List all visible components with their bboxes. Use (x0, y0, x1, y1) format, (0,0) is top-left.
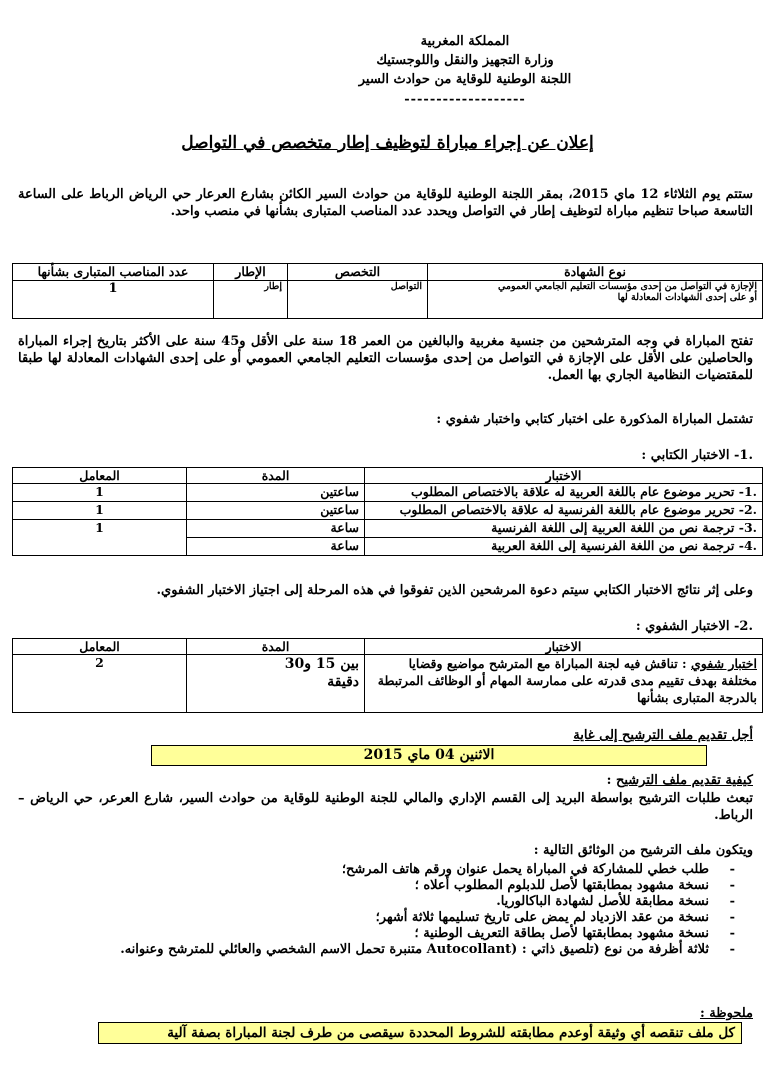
oral-test-label: اختبار شفوي (691, 656, 757, 671)
count-cell: 1 (13, 281, 214, 319)
col-duration: المدة (187, 639, 365, 655)
col-specialty: التخصص (288, 264, 428, 281)
diploma-line-2: أو على إحدى الشهادات المعادلة لها (617, 292, 757, 303)
test-cell: .3- ترجمة نص من اللغة العربية إلى اللغة الفرنسية (365, 520, 763, 538)
deadline-label: أجل تقديم ملف الترشيح إلى غاية (573, 728, 753, 743)
coef-cell: 1 (13, 484, 187, 502)
coef-cell: 1 (13, 502, 187, 520)
note-label: ملحوظة : (699, 1006, 753, 1021)
col-count: عدد المناصب المتبارى بشأنها (13, 264, 214, 281)
list-item: - نسخة مشهود بمطابقتها لأصل للدبلوم المطلوب أعلاه ؛ (35, 878, 735, 894)
documents-list (35, 862, 735, 958)
documents-intro: ويتكون ملف الترشيح من الوثائق التالية : (533, 843, 753, 858)
oral-duration-line-1: بين 15 و30 (284, 656, 359, 672)
intro-paragraph: ستتم يوم الثلاثاء 12 ماي 2015، بمقر اللجنة الوطنية للوقاية من حوادث السير الكائن بشارع العرعار حي الرياض الرباط على الساعة التاسعة صباحا تنظيم مباراة لتوظيف إطار في التواصل ويحدد عدد المناصب المتبارى بشأنها في منصب واحد. (18, 187, 754, 219)
diploma-line-1: الإجازة في التواصل من إحدى مؤسسات التعليم الجامعي العمومي (497, 281, 757, 292)
col-frame: الإطار (214, 264, 288, 281)
note-text: كل ملف تنقصه أي وثيقة أوعدم مطابقته للشروط المحددة سيقصى من طرف لجنة المباراة بصفة آلية (98, 1022, 742, 1044)
coef-cell: 1 (13, 520, 187, 556)
submission-label: كيفية تقديم ملف الترشيح (615, 773, 753, 788)
oral-duration-cell (187, 655, 365, 713)
list-item: - ثلاثة أظرفة من نوع (تلصيق ذاتي : (Autocollant متنبرة تحمل الاسم الشخصي والعائلي للمترشح وعنوانه. (35, 942, 735, 958)
written-heading: .1- الاختبار الكتابي : (641, 448, 753, 463)
oral-test-cell (365, 655, 763, 713)
oral-coef-cell: 2 (13, 655, 187, 713)
list-item: - طلب خطي للمشاركة في المباراة يحمل عنوان ورقم هاتف المرشح؛ (35, 862, 735, 878)
col-coefficient: المعامل (13, 639, 187, 655)
col-duration: المدة (187, 468, 365, 484)
duration-cell: ساعة (187, 520, 365, 538)
eligibility-paragraph: تفتح المباراة في وجه المترشحين من جنسية مغربية والبالغين من العمر 18 سنة على الأقل و45 سنة على الأكثر بتاريخ إجراء المباراة والحاصلين على الأقل على الإجازة في التواصل من إحدى مؤسسات التعليم الجامعي العمومي أو على إحدى الشهادات المعادلة لها طبقا للمقتضيات النظامية الجاري بها العمل. (18, 334, 753, 383)
col-diploma: نوع الشهادة (428, 264, 763, 281)
specialty-cell: التواصل (288, 281, 428, 319)
duration-cell: ساعة (187, 538, 365, 556)
header-ministry: وزارة التجهيز والنقل واللوجستيك (376, 53, 554, 68)
duration-cell: ساعتين (187, 484, 365, 502)
list-item: - نسخة من عقد الازدياد لم يمض على تاريخ تسليمها ثلاثة أشهر؛ (35, 910, 735, 926)
written-exam-table (12, 467, 763, 556)
header-separator: ------------------- (404, 92, 526, 107)
frame-cell: إطار (214, 281, 288, 319)
duration-cell: ساعتين (187, 502, 365, 520)
oral-duration-line-2: دقيقة (327, 674, 359, 690)
test-cell: .4- ترجمة نص من اللغة الفرنسية إلى اللغة العربية (365, 538, 763, 556)
col-test: الاختبار (365, 639, 763, 655)
table-row (13, 281, 763, 319)
exam-intro: تشتمل المباراة المذكورة على اختبار كتابي واختبار شفوي : (436, 412, 753, 427)
table-row (13, 502, 763, 520)
positions-table (12, 263, 763, 319)
diploma-cell (428, 281, 763, 319)
header-committee: اللجنة الوطنية للوقاية من حوادث السير (358, 72, 572, 87)
table-row (13, 520, 763, 538)
test-cell: .1- تحرير موضوع عام باللغة العربية له علاقة بالاختصاص المطلوب (365, 484, 763, 502)
table-row (13, 484, 763, 502)
submission-heading (18, 772, 753, 789)
oral-exam-table (12, 638, 763, 713)
list-item: - نسخة مشهود بمطابقتها لأصل بطاقة التعريف الوطنية ؛ (35, 926, 735, 942)
written-result: وعلى إثر نتائج الاختبار الكتابي سيتم دعوة المرشحين الذين تفوقوا في هذه المرحلة إلى اجتياز الاختبار الشفوي. (156, 583, 753, 598)
test-cell: .2- تحرير موضوع عام باللغة الفرنسية له علاقة بالاختصاص المطلوب (365, 502, 763, 520)
oral-test-text: : تناقش فيه لجنة المباراة مع المترشح مواضيع وقضايا مختلفة بهدف تقييم مدى قدرته على ممارسة المهام أو الوظائف المرتبطة بالدرجة المتبارى بشأنها (377, 656, 757, 705)
col-coefficient: المعامل (13, 468, 187, 484)
oral-heading: .2- الاختبار الشفوي : (635, 619, 753, 634)
header-kingdom: المملكة المغربية (420, 34, 510, 49)
page-title: إعلان عن إجراء مباراة لتوظيف إطار متخصص في التواصل (181, 133, 594, 153)
list-item: - نسخة مطابقة للأصل لشهادة الباكالوريا. (35, 894, 735, 910)
deadline-date: الاثنين 04 ماي 2015 (151, 745, 707, 766)
submission-text: تبعث طلبات الترشيح بواسطة البريد إلى القسم الإداري والمالي للجنة الوطنية للوقاية من حوادث السير، شارع العرعر، حي الرياض – الرباط. (18, 791, 753, 823)
submission-colon: : (606, 773, 612, 788)
table-row (13, 655, 763, 713)
col-test: الاختبار (365, 468, 763, 484)
